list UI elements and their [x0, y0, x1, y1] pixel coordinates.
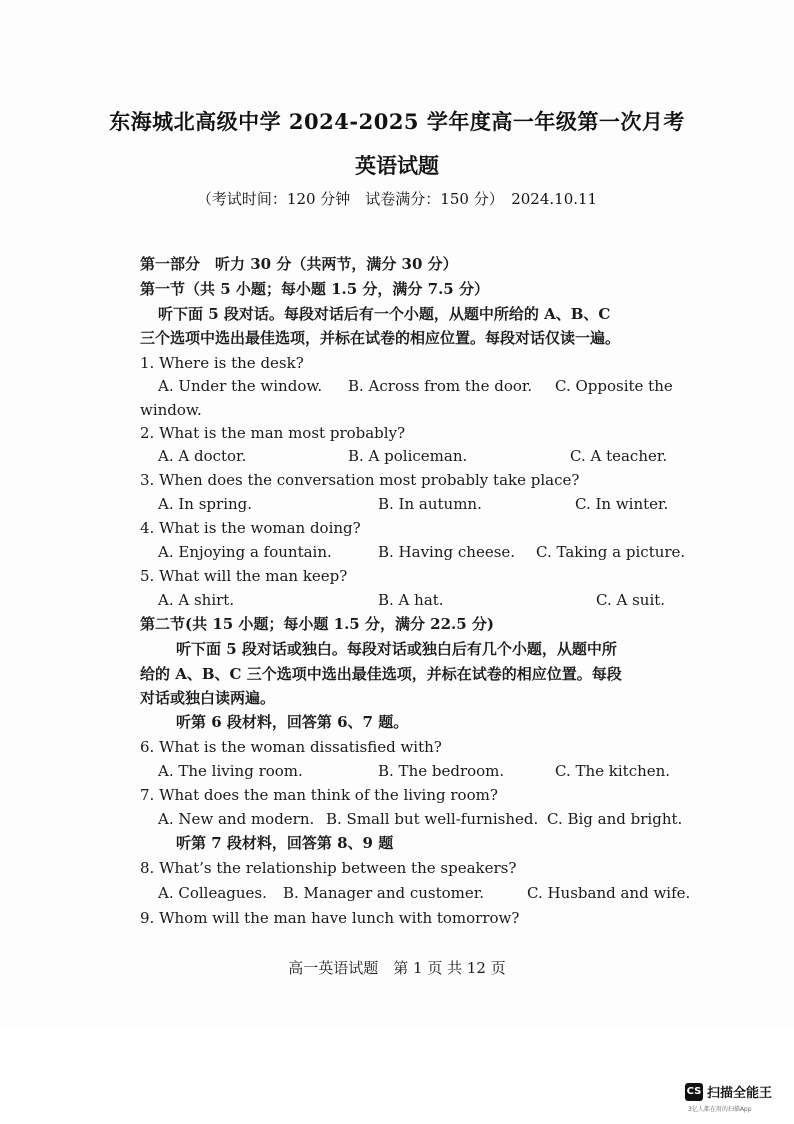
- material-7-note: 听第 7 段材料，回答第 8、9 题: [176, 834, 394, 852]
- question-3-stem: 3. When does the conversation most probably take place?: [140, 471, 580, 489]
- material-6-note: 听第 6 段材料，回答第 6、7 题。: [176, 713, 409, 731]
- question-3-option-a: A. In spring.: [158, 495, 253, 513]
- question-8-option-b: B. Manager and customer.: [283, 884, 485, 902]
- subject-title: 英语试题: [355, 153, 439, 178]
- section2-heading: 第二节(共 15 小题；每小题 1.5 分，满分 22.5 分): [140, 615, 495, 633]
- question-4-option-c: C. Taking a picture.: [536, 543, 686, 561]
- question-8-option-c: C. Husband and wife.: [527, 884, 691, 902]
- question-3-option-c: C. In winter.: [575, 495, 669, 513]
- question-7-option-c: C. Big and bright.: [547, 810, 683, 828]
- part1-heading: 第一部分 听力 30 分（共两节，满分 30 分）: [140, 255, 458, 273]
- question-2-option-a: A. A doctor.: [158, 447, 247, 465]
- question-6-option-c: C. The kitchen.: [555, 762, 671, 780]
- scan-margin: [0, 1030, 794, 1124]
- page-footer: 高一英语试题 第 1 页 共 12 页: [288, 959, 506, 977]
- question-1-option-c: C. Opposite the: [555, 377, 673, 395]
- question-3-option-b: B. In autumn.: [378, 495, 482, 513]
- question-5-option-b: B. A hat.: [378, 591, 444, 609]
- question-9-stem: 9. Whom will the man have lunch with tomorrow?: [140, 909, 520, 927]
- question-1-option-c-continued: window.: [140, 401, 202, 419]
- camscanner-logo-icon: CS: [685, 1083, 703, 1101]
- question-5-option-a: A. A shirt.: [158, 591, 235, 609]
- question-8-stem: 8. What’s the relationship between the speakers?: [140, 859, 517, 877]
- scanner-watermark: [685, 1082, 772, 1101]
- question-7-option-a: A. New and modern.: [158, 810, 315, 828]
- question-2-option-b: B. A policeman.: [348, 447, 468, 465]
- section2-instruction-line3: 对话或独白读两遍。: [140, 689, 276, 707]
- question-7-stem: 7. What does the man think of the living room?: [140, 786, 498, 804]
- exam-title: 东海城北高级中学 2024-2025 学年度高一年级第一次月考: [109, 109, 685, 134]
- question-4-option-a: A. Enjoying a fountain.: [158, 543, 332, 561]
- question-2-option-c: C. A teacher.: [570, 447, 668, 465]
- question-5-stem: 5. What will the man keep?: [140, 567, 348, 585]
- question-7-option-b: B. Small but well-furnished.: [326, 810, 539, 828]
- question-5-option-c: C. A suit.: [596, 591, 666, 609]
- question-6-option-a: A. The living room.: [158, 762, 303, 780]
- question-2-stem: 2. What is the man most probably?: [140, 424, 406, 442]
- question-6-option-b: B. The bedroom.: [378, 762, 505, 780]
- watermark-name: 扫描全能王: [707, 1086, 773, 1101]
- question-4-stem: 4. What is the woman doing?: [140, 519, 361, 537]
- section1-instruction-line1: 听下面 5 段对话。每段对话后有一个小题，从题中所给的 A、B、C: [158, 305, 611, 323]
- question-4-option-b: B. Having cheese.: [378, 543, 516, 561]
- question-6-stem: 6. What is the woman dissatisfied with?: [140, 738, 442, 756]
- question-1-option-a: A. Under the window.: [158, 377, 323, 395]
- question-1-stem: 1. Where is the desk?: [140, 354, 304, 372]
- section2-instruction-line2: 给的 A、B、C 三个选项中选出最佳选项，并标在试卷的相应位置。每段: [140, 665, 622, 683]
- section1-instruction-line2: 三个选项中选出最佳选项，并标在试卷的相应位置。每段对话仅读一遍。: [140, 329, 621, 347]
- section2-instruction-line1: 听下面 5 段对话或独白。每段对话或独白后有几个小题，从题中所: [176, 640, 617, 658]
- watermark-tagline: 3亿人都在用的扫描App: [688, 1106, 752, 1113]
- question-8-option-a: A. Colleagues.: [158, 884, 267, 902]
- exam-info: （考试时间：120 分钟 试卷满分：150 分） 2024.10.11: [196, 190, 598, 208]
- section1-heading: 第一节（共 5 小题；每小题 1.5 分，满分 7.5 分）: [140, 280, 489, 298]
- question-1-option-b: B. Across from the door.: [348, 377, 533, 395]
